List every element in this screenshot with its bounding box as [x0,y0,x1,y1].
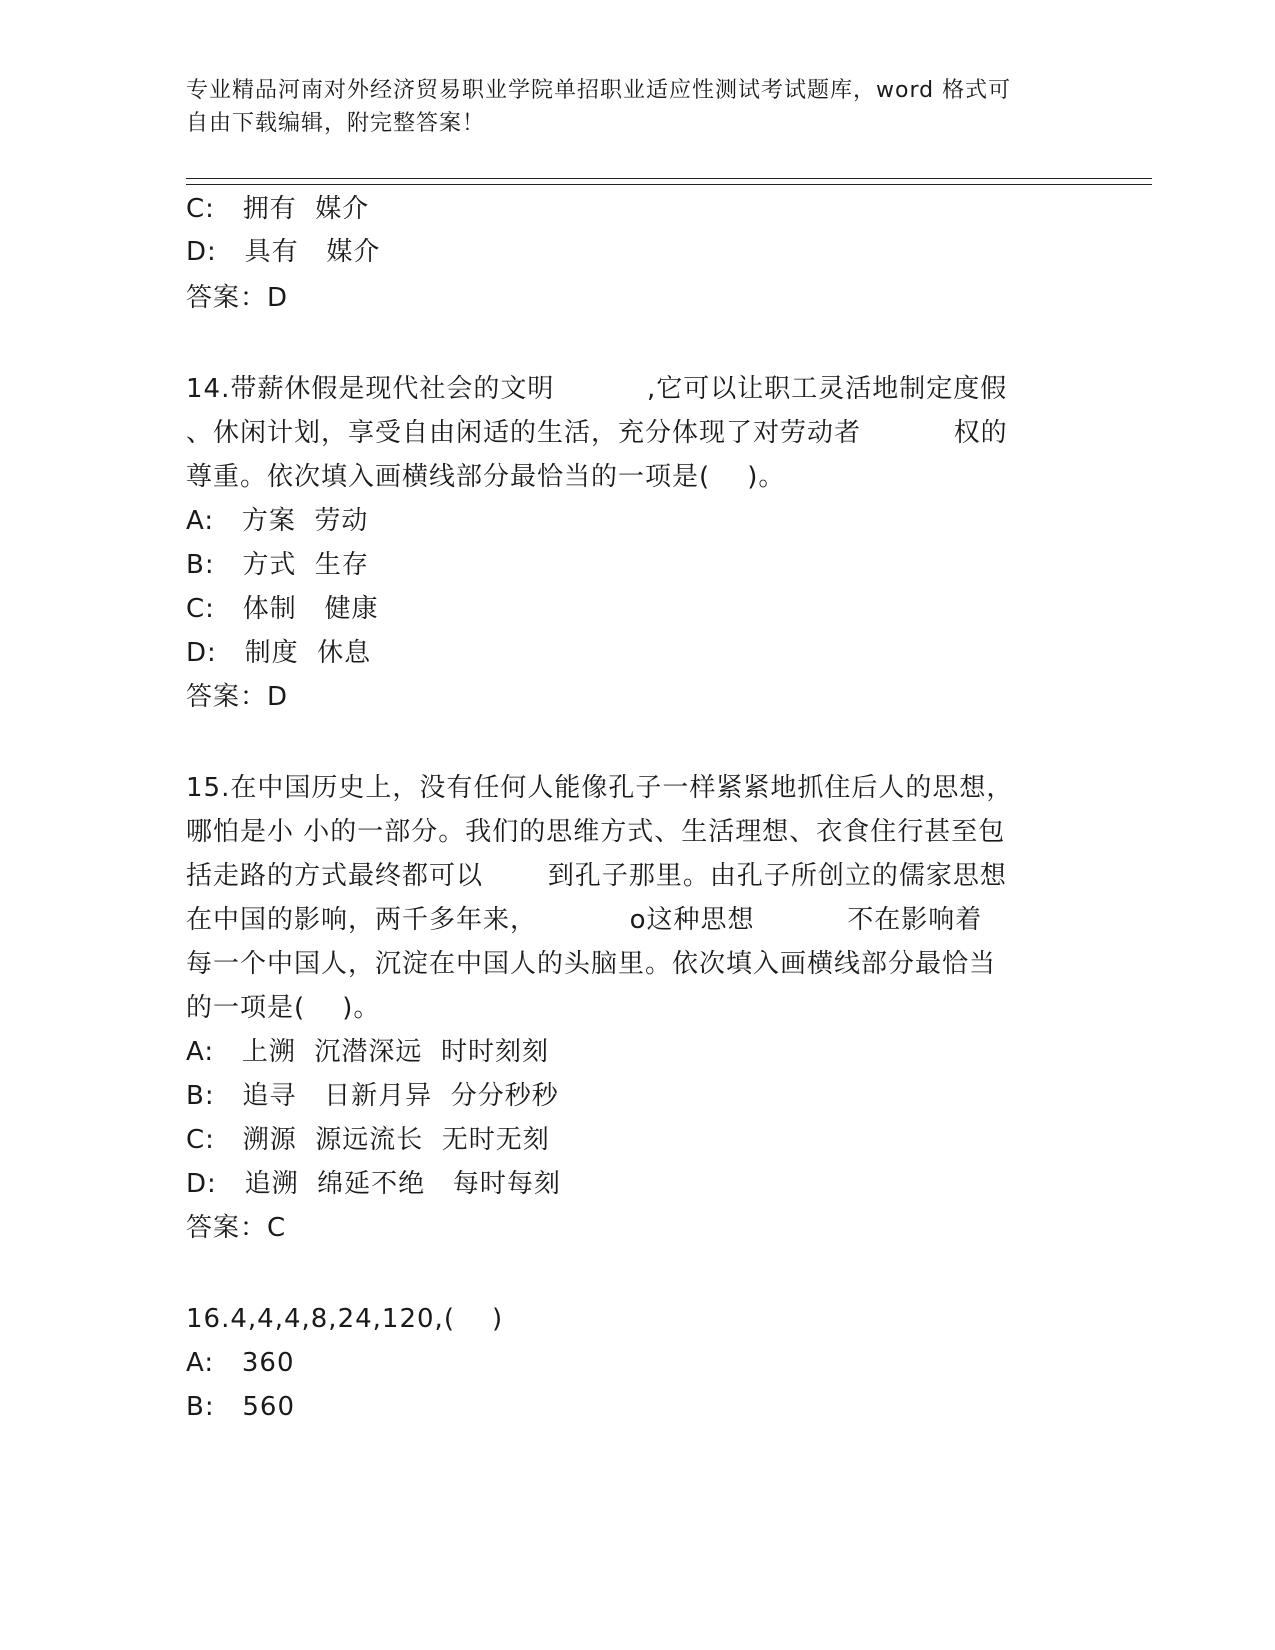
q15-stem-line-4: 在中国的影响，两千多年来， o这种思想 不在影响着 [186,905,983,935]
q16-stem: 16.4,4,4,8,24,120,( ) [186,1304,504,1334]
header-divider-top [186,178,1152,179]
q13-option-d: D: 具有 媒介 [186,237,381,267]
q14-option-d: D: 制度 休息 [186,638,372,668]
q15-option-c: C: 溯源 源远流长 无时无刻 [186,1125,550,1155]
q15-option-d: D: 追溯 绵延不绝 每时每刻 [186,1169,561,1199]
document-header [186,74,1066,140]
header-line-1: 专业精品河南对外经济贸易职业学院单招职业适应性测试考试题库，word 格式可 [186,78,1012,103]
q13-option-c: C: 拥有 媒介 [186,194,370,224]
q15-stem-line-2: 哪怕是小 小的一部分。我们的思维方式、生活理想、衣食住行甚至包 [186,817,1006,847]
q15-option-a: A: 上溯 沉潜深远 时时刻刻 [186,1037,549,1067]
q15-stem-line-1: 15.在中国历史上，没有任何人能像孔子一样紧紧地抓住后人的思想， [186,773,1014,803]
q14-stem-line-2: 、休闲计划，享受自由闲适的生活，充分体现了对劳动者 权的 [186,418,1008,448]
q14-option-a: A: 方案 劳动 [186,506,369,536]
q14-option-b: B: 方式 生存 [186,550,369,580]
q14-answer: 答案：D [186,682,289,712]
q15-stem-line-5: 每一个中国人，沉淀在中国人的头脑里。依次填入画横线部分最恰当 [186,949,997,979]
q16-option-b: B: 560 [186,1392,296,1422]
q15-stem-line-6: 的一项是( )。 [186,993,381,1023]
header-line-2: 自由下载编辑，附完整答案！ [186,111,486,136]
q14-stem-line-3: 尊重。依次填入画横线部分最恰当的一项是( )。 [186,462,786,492]
q16-option-a: A: 360 [186,1348,295,1378]
q14-stem-line-1: 14.带薪休假是现代社会的文明 ,它可以让职工灵活地制定度假 [186,374,1008,404]
q15-answer: 答案：C [186,1213,287,1243]
q13-answer: 答案：D [186,283,289,313]
q15-stem-line-3: 括走路的方式最终都可以 到孔子那里。由孔子所创立的儒家思想 [186,861,1007,891]
header-divider-bottom [186,184,1152,185]
q14-option-c: C: 体制 健康 [186,594,379,624]
q15-option-b: B: 追寻 日新月异 分分秒秒 [186,1081,559,1111]
